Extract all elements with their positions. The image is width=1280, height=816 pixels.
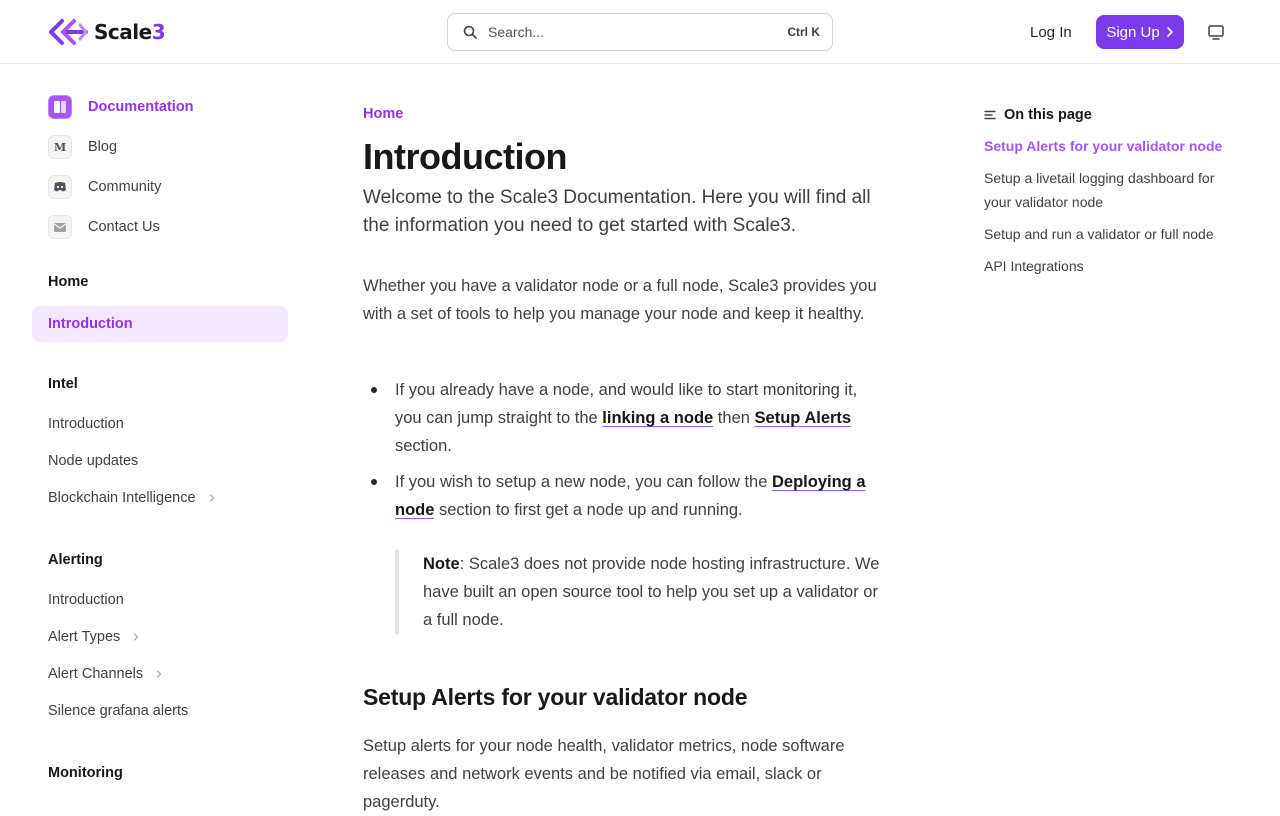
search-bar[interactable] — [447, 13, 833, 51]
medium-icon — [48, 135, 72, 159]
toc-title — [984, 104, 1244, 126]
linking-a-node-link[interactable]: linking a node — [602, 409, 714, 427]
nav-item-label: Blockchain Intelligence — [48, 490, 196, 506]
nav-item-home-introduction[interactable]: Introduction — [32, 306, 288, 342]
chevron-right-icon — [155, 670, 163, 678]
page-title: Introduction — [363, 136, 567, 177]
bullet-text: If you already have a node, and would like to start monitoring it, you can jump straight to the — [395, 381, 858, 427]
book-icon — [48, 95, 72, 119]
bullet-text: If you wish to setup a new node, you can follow the — [395, 473, 772, 491]
scale3-logo[interactable] — [48, 17, 165, 47]
nav-item-silence-grafana-alerts[interactable] — [48, 703, 188, 719]
bullet-dot — [371, 387, 377, 393]
discord-icon — [48, 175, 72, 199]
breadcrumb[interactable]: Home — [363, 106, 404, 122]
toc-item-api-integrations[interactable]: API Integrations — [984, 258, 1084, 274]
nav-item-label: Node updates — [48, 453, 139, 469]
nav-item-node-updates[interactable] — [48, 453, 138, 469]
lead-paragraph: Welcome to the Scale3 Documentation. Here you will find all the information you need to get started with Scale3. — [363, 187, 871, 236]
note-label: Note — [423, 555, 460, 573]
logo-text: Scale3 — [94, 20, 166, 44]
nav-item-intel-introduction[interactable] — [48, 416, 124, 432]
bullet-text: then — [713, 409, 755, 427]
section-title-home[interactable]: Home — [48, 274, 89, 290]
sidebar-link-label: Community — [88, 179, 162, 195]
nav-item-label: Introduction — [48, 416, 124, 432]
sidebar-link-contact[interactable] — [48, 214, 160, 240]
list-item — [363, 376, 883, 460]
nav-item-alerting-introduction[interactable] — [48, 592, 124, 608]
sidebar-link-documentation[interactable] — [48, 94, 194, 120]
search-shortcut-hint: Ctrl K — [787, 25, 820, 39]
nav-item-label: Silence grafana alerts — [48, 703, 189, 719]
setup-alerts-link[interactable]: Setup Alerts — [754, 409, 852, 427]
section-heading-setup-alerts: Setup Alerts for your validator node — [363, 684, 748, 710]
note-callout — [395, 550, 883, 634]
setup-alerts-paragraph: Setup alerts for your node health, validator metrics, node software releases and network events and be notified via email, slack or pagerduty. — [363, 737, 845, 811]
toc-item-livetail-dashboard[interactable]: Setup a livetail logging dashboard for your validator node — [984, 170, 1215, 210]
toc-item-setup-alerts[interactable]: Setup Alerts for your validator node — [984, 138, 1223, 154]
section-title-intel[interactable]: Intel — [48, 376, 78, 392]
list-icon — [984, 109, 996, 121]
deploying-a-node-link[interactable]: Deploying a node — [395, 473, 866, 519]
chevron-right-icon — [208, 494, 216, 502]
note-text: : Scale3 does not provide node hosting infrastructure. We have built an open source tool to help you set up a validator or a full node. — [423, 555, 880, 629]
section-title-alerting[interactable]: Alerting — [48, 552, 103, 568]
nav-item-blockchain-intelligence[interactable] — [48, 490, 216, 506]
toc-title-label: On this page — [1004, 107, 1092, 123]
table-of-contents — [984, 104, 1244, 278]
sidebar-link-blog[interactable] — [48, 134, 117, 160]
sidebar — [32, 64, 288, 800]
sidebar-link-label: Blog — [88, 139, 118, 155]
search-icon — [462, 24, 478, 40]
chevron-right-icon — [1166, 27, 1174, 37]
section-title-monitoring[interactable]: Monitoring — [48, 765, 123, 781]
bullet-list — [363, 376, 883, 532]
mail-icon — [48, 215, 72, 239]
theme-monitor-icon[interactable] — [1206, 22, 1226, 42]
login-button[interactable]: Log In — [1030, 23, 1072, 41]
signup-button[interactable] — [1096, 15, 1184, 49]
nav-item-alert-types[interactable] — [48, 629, 140, 645]
toc-item-setup-run-validator[interactable]: Setup and run a validator or full node — [984, 226, 1214, 242]
sidebar-link-community[interactable] — [48, 174, 161, 200]
signup-label: Sign Up — [1106, 23, 1160, 41]
sidebar-link-label: Contact Us — [88, 219, 160, 235]
sidebar-link-label: Documentation — [88, 99, 194, 115]
logo-mark-icon — [48, 17, 89, 47]
chevron-right-icon — [132, 633, 140, 641]
bullet-text: section. — [395, 437, 452, 455]
nav-item-label: Alert Channels — [48, 666, 144, 682]
nav-item-alert-channels[interactable] — [48, 666, 163, 682]
svg-text:M: M — [54, 141, 67, 154]
list-item — [363, 468, 883, 524]
bullet-dot — [371, 479, 377, 485]
bullet-text: section to first get a node up and running. — [434, 501, 743, 519]
top-header — [0, 0, 1280, 64]
nav-item-label: Alert Types — [48, 629, 121, 645]
nav-item-label: Introduction — [48, 592, 124, 608]
search-input[interactable] — [488, 24, 787, 40]
intro-paragraph: Whether you have a validator node or a full node, Scale3 provides you with a set of tools to help you manage your node and keep it healthy. — [363, 277, 877, 323]
